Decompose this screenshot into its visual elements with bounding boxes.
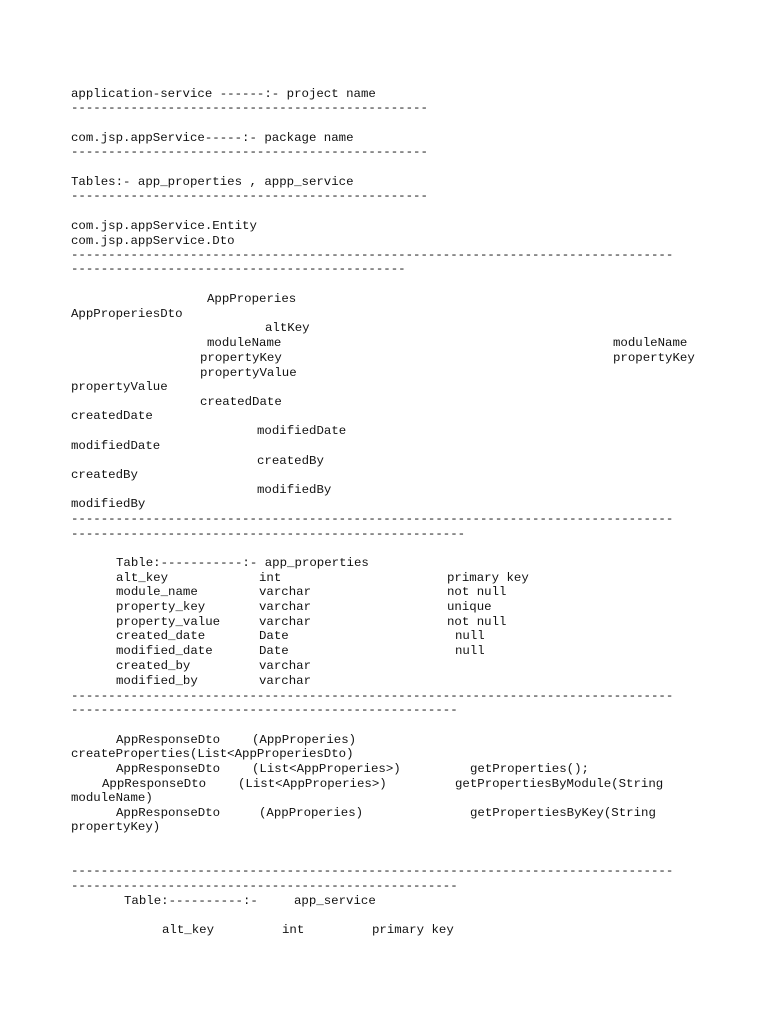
dto-field-created-by: createdBy	[71, 468, 138, 482]
column-constraint: primary key	[447, 571, 529, 585]
dto-field-created-date: createdDate	[71, 409, 153, 423]
separator-line: ---------------------------------------------------------------------------------	[71, 689, 674, 703]
column-name: alt_key	[162, 923, 215, 937]
column-constraint: not null	[447, 615, 507, 629]
column-constraint: unique	[447, 600, 492, 614]
app-service-table-heading-label: Table:----------:-	[124, 894, 258, 908]
app-service-table-heading-name: app_service	[294, 894, 376, 908]
method-signature: createProperties(List<AppProperiesDto)	[71, 747, 354, 761]
column-constraint: null	[455, 644, 485, 658]
method-data-type: (AppProperies)	[259, 806, 364, 820]
column-type: int	[259, 571, 282, 585]
column-type: varchar	[259, 674, 312, 688]
separator-line: ---------------------------------------------	[71, 262, 406, 276]
column-type: int	[282, 923, 305, 937]
column-name: module_name	[116, 585, 198, 599]
separator-line: ------------------------------------------------	[71, 145, 428, 159]
separator-line: ----------------------------------------------------	[71, 879, 458, 893]
column-constraint: primary key	[372, 923, 454, 937]
method-return-type: AppResponseDto	[116, 806, 221, 820]
column-name: modified_by	[116, 674, 198, 688]
column-type: varchar	[259, 600, 312, 614]
app-properties-table-heading: Table:-----------:- app_properties	[116, 556, 369, 570]
dto-field-module-name: moduleName	[613, 336, 688, 350]
method-data-type: (List<AppProperies>)	[238, 777, 387, 791]
entity-field-modified-date: modifiedDate	[257, 424, 347, 438]
dto-field-property-value: propertyValue	[71, 380, 168, 394]
dto-field-modified-date: modifiedDate	[71, 439, 161, 453]
method-data-type: (AppProperies)	[252, 733, 357, 747]
dto-field-property-key: propertyKey	[613, 351, 695, 365]
dto-class-name: AppProperiesDto	[71, 307, 183, 321]
column-type: varchar	[259, 585, 312, 599]
dto-package-line: com.jsp.appService.Dto	[71, 234, 235, 248]
column-type: Date	[259, 644, 289, 658]
method-signature: getProperties();	[470, 762, 589, 776]
separator-line: ------------------------------------------------	[71, 189, 428, 203]
separator-line: -----------------------------------------------------	[71, 527, 466, 541]
column-name: created_by	[116, 659, 191, 673]
method-signature-continuation: moduleName)	[71, 791, 153, 805]
column-name: modified_date	[116, 644, 213, 658]
method-data-type: (List<AppProperies>)	[252, 762, 401, 776]
tables-line: Tables:- app_properties , appp_service	[71, 175, 354, 189]
column-type: varchar	[259, 659, 312, 673]
column-constraint: null	[455, 629, 485, 643]
entity-field-modified-by: modifiedBy	[257, 483, 332, 497]
method-return-type: AppResponseDto	[116, 762, 221, 776]
entity-field-property-value: propertyValue	[200, 366, 297, 380]
entity-class-name: AppProperies	[207, 292, 297, 306]
method-return-type: AppResponseDto	[116, 733, 221, 747]
method-signature: getPropertiesByKey(String	[470, 806, 656, 820]
project-name-line: application-service ------:- project name	[71, 87, 376, 101]
column-constraint: not null	[447, 585, 507, 599]
entity-field-alt-key: altKey	[265, 321, 310, 335]
entity-field-module-name: moduleName	[207, 336, 282, 350]
method-signature: getPropertiesByModule(String	[455, 777, 664, 791]
column-type: Date	[259, 629, 289, 643]
method-return-type: AppResponseDto	[102, 777, 207, 791]
column-type: varchar	[259, 615, 312, 629]
entity-field-property-key: propertyKey	[200, 351, 282, 365]
separator-line: ----------------------------------------------------	[71, 703, 458, 717]
column-name: property_value	[116, 615, 221, 629]
separator-line: ---------------------------------------------------------------------------------	[71, 248, 674, 262]
dto-field-modified-by: modifiedBy	[71, 497, 146, 511]
separator-line: ---------------------------------------------------------------------------------	[71, 512, 674, 526]
column-name: created_date	[116, 629, 206, 643]
entity-field-created-date: createdDate	[200, 395, 282, 409]
package-name-line: com.jsp.appService-----:- package name	[71, 131, 354, 145]
method-signature-continuation: propertyKey)	[71, 820, 161, 834]
entity-package-line: com.jsp.appService.Entity	[71, 219, 257, 233]
column-name: property_key	[116, 600, 206, 614]
column-name: alt_key	[116, 571, 169, 585]
separator-line: ---------------------------------------------------------------------------------	[71, 864, 674, 878]
entity-field-created-by: createdBy	[257, 454, 324, 468]
separator-line: ------------------------------------------------	[71, 101, 428, 115]
